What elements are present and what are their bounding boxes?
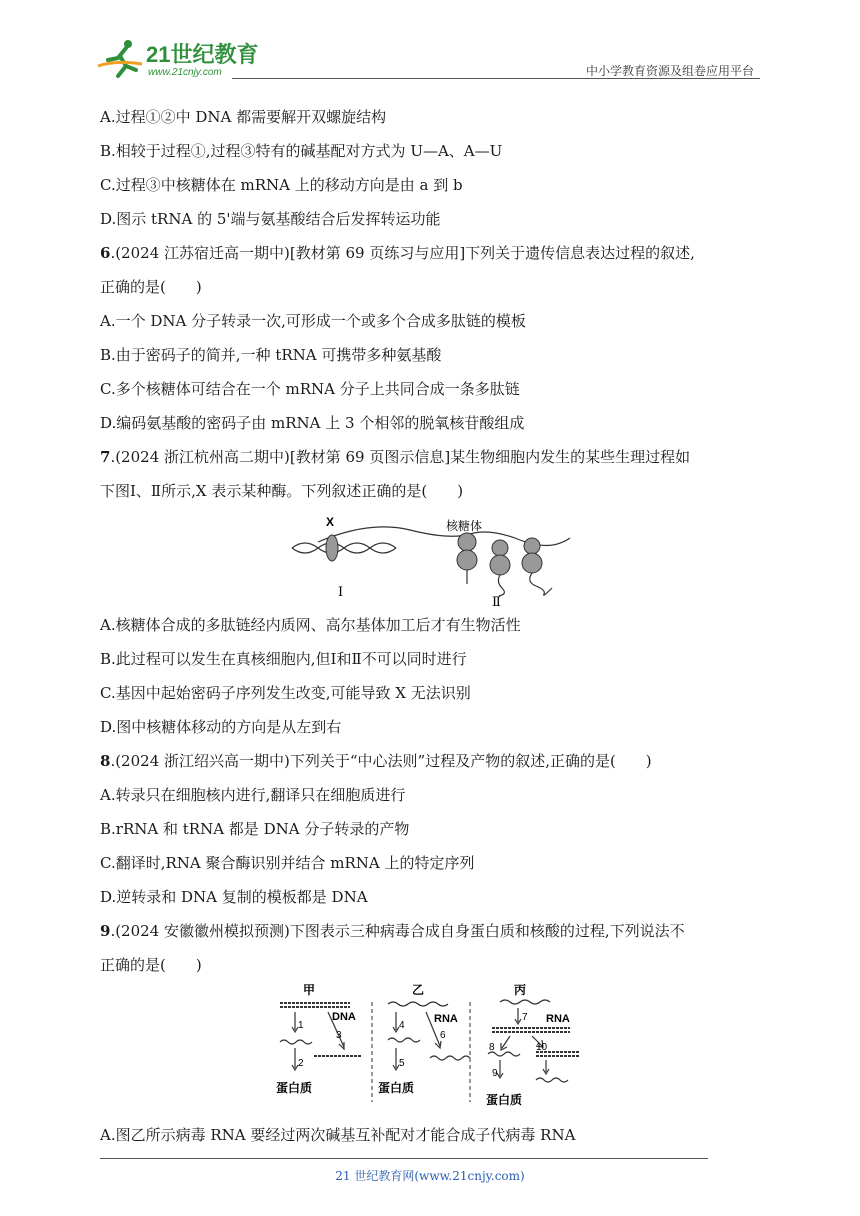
runner-icon	[98, 40, 142, 76]
step-8: 8	[489, 1042, 495, 1053]
logo	[96, 36, 266, 78]
platform-name: 中小学教育资源及组卷应用平台	[585, 64, 754, 78]
header-divider	[232, 78, 760, 79]
step-1: 1	[298, 1020, 304, 1031]
label-bing: 丙	[514, 983, 527, 997]
q9-stem-cont: 正确的是( )	[100, 956, 202, 974]
page-header	[96, 30, 760, 82]
label-jia: 甲	[303, 983, 316, 997]
protein-yi: 蛋白质	[378, 1081, 415, 1095]
q5-option-a: A.过程①②中 DNA 都需要解开双螺旋结构	[100, 108, 387, 126]
q7-option-b: B.此过程可以发生在真核细胞内,但Ⅰ和Ⅱ不可以同时进行	[100, 650, 467, 668]
virus-replication-diagram	[100, 982, 766, 1118]
q8-option-d: D.逆转录和 DNA 复制的模板都是 DNA	[100, 888, 368, 906]
q6-option-c: C.多个核糖体可结合在一个 mRNA 分子上共同合成一条多肽链	[100, 380, 520, 398]
q8-stem	[100, 744, 766, 778]
q5-option-d: D.图示 tRNA 的 5'端与氨基酸结合后发挥转运功能	[100, 210, 441, 228]
label-rna-yi: RNA	[434, 1013, 458, 1025]
q8-option-a: A.转录只在细胞核内进行,翻译只在细胞质进行	[100, 786, 406, 804]
q7-figure	[100, 508, 766, 608]
ribosome-3	[522, 538, 552, 595]
q6-number: 6	[100, 244, 111, 262]
step-4: 4	[399, 1020, 405, 1031]
q7-stem-text: .(2024 浙江杭州高二期中)[教材第 69 页图示信息]某生物细胞内发生的某些生理过程如	[110, 448, 691, 466]
q8-option-b: B.rRNA 和 tRNA 都是 DNA 分子转录的产物	[100, 820, 410, 838]
q6-option-d: D.编码氨基酸的密码子由 mRNA 上 3 个相邻的脱氧核苷酸组成	[100, 414, 525, 432]
ribosome-2	[490, 540, 510, 596]
enzyme-x-shape	[326, 535, 338, 561]
step-5: 5	[399, 1058, 405, 1069]
protein-bing: 蛋白质	[486, 1093, 523, 1107]
label-II: Ⅱ	[492, 595, 501, 608]
q6-option-a: A.一个 DNA 分子转录一次,可形成一个或多个合成多肽链的模板	[100, 312, 526, 330]
label-yi: 乙	[412, 983, 425, 997]
step-2: 2	[298, 1058, 304, 1069]
step-6: 6	[440, 1030, 446, 1041]
step-10: 10	[536, 1042, 548, 1053]
ribosome-1	[457, 533, 477, 584]
q7-stem	[100, 440, 766, 474]
q5-option-c: C.过程③中核糖体在 mRNA 上的移动方向是由 a 到 b	[100, 176, 463, 194]
label-rna-bing: RNA	[546, 1013, 570, 1025]
q7-option-d: D.图中核糖体移动的方向是从左到右	[100, 718, 342, 736]
q6-stem	[100, 236, 766, 270]
q9-number: 9	[100, 922, 111, 940]
q9-option-a: A.图乙所示病毒 RNA 要经过两次碱基互补配对才能合成子代病毒 RNA	[100, 1126, 576, 1144]
step-7: 7	[522, 1012, 528, 1023]
q8-number: 8	[100, 752, 111, 770]
label-ribosome: 核糖体	[446, 519, 483, 533]
q9-stem-text: .(2024 安徽徽州模拟预测)下图表示三种病毒合成自身蛋白质和核酸的过程,下列说法不	[110, 922, 685, 940]
q6-stem-text: .(2024 江苏宿迁高一期中)[教材第 69 页练习与应用]下列关于遗传信息表达过程的叙述,	[110, 244, 695, 262]
q5-option-b: B.相较于过程①,过程③特有的碱基配对方式为 U—A、A—U	[100, 142, 503, 160]
q7-option-c: C.基因中起始密码子序列发生改变,可能导致 X 无法识别	[100, 684, 471, 702]
transcription-translation-diagram	[100, 508, 766, 608]
logo-url-text: www.21cnjy.com	[148, 67, 222, 78]
q7-option-a: A.核糖体合成的多肽链经内质网、高尔基体加工后才有生物活性	[100, 616, 521, 634]
q8-option-c: C.翻译时,RNA 聚合酶识别并结合 mRNA 上的特定序列	[100, 854, 475, 872]
q9-stem	[100, 914, 766, 948]
step-9: 9	[492, 1068, 498, 1079]
page-content	[100, 100, 766, 1152]
footer-divider	[100, 1158, 708, 1159]
q6-stem-cont: 正确的是( )	[100, 278, 202, 296]
protein-jia: 蛋白质	[276, 1081, 313, 1095]
label-x: X	[326, 515, 335, 529]
q7-number: 7	[100, 448, 111, 466]
q8-stem-text: .(2024 浙江绍兴高一期中)下列关于“中心法则”过程及产物的叙述,正确的是( )	[110, 752, 652, 770]
dna-double-helix	[292, 543, 396, 553]
q9-figure	[100, 982, 766, 1118]
label-dna: DNA	[332, 1011, 356, 1023]
label-I: Ⅰ	[338, 585, 344, 600]
page-footer: 21 世纪教育网(www.21cnjy.com)	[335, 1169, 525, 1183]
logo-main-text: 21世纪教育	[146, 42, 259, 67]
q6-option-b: B.由于密码子的简并,一种 tRNA 可携带多种氨基酸	[100, 346, 442, 364]
q7-stem-cont: 下图Ⅰ、Ⅱ所示,X 表示某种酶。下列叙述正确的是( )	[100, 482, 464, 500]
step-3: 3	[336, 1030, 342, 1041]
